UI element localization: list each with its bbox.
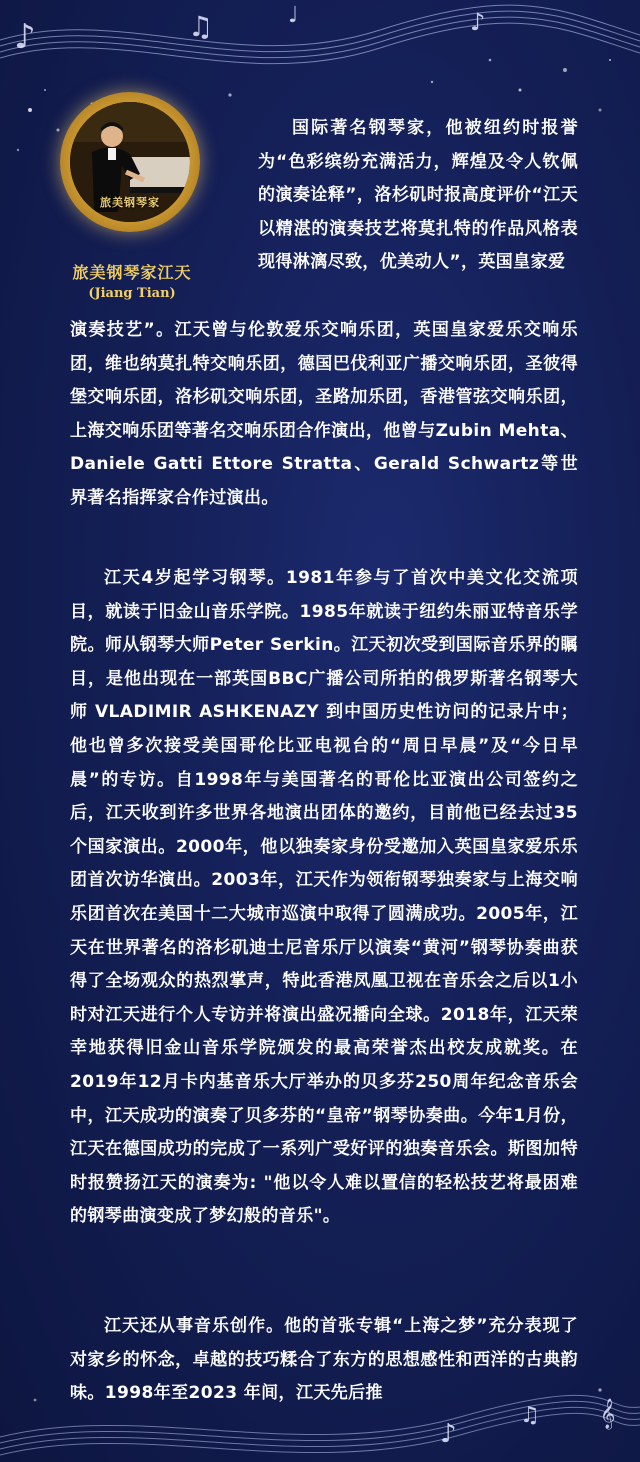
treble-clef-icon: 𝄞: [600, 1399, 616, 1429]
pianist-medallion: [60, 92, 200, 232]
pianist-name-english: (Jiang Tian): [88, 286, 176, 301]
portrait-caption: 旅美钢琴家: [100, 196, 160, 209]
music-staff-decoration-top: [0, 0, 640, 90]
music-note-icon: ♫: [188, 10, 214, 43]
bio-intro: 国际著名钢琴家，他被纽约时报誉为“色彩缤纷充满活力，辉煌及令人钦佩的演奏诠释”，洛杉矶时报高度评价“江天以精湛的演奏技艺将莫扎特的作品风格表现得淋漓尽致，优美动人”，英国皇家爱: [258, 118, 578, 273]
music-note-icon: ♪: [440, 1419, 457, 1449]
pianist-name-chinese: 旅美钢琴家江天: [72, 263, 192, 282]
music-note-icon: ♩: [288, 3, 299, 28]
pianist-portrait: [70, 102, 190, 222]
bio-paragraph-2: 江天4岁起学习钢琴。1981年参与了首次中美文化交流项目，就读于旧金山音乐学院。1985年就读于纽约朱丽亚特音乐学院。师从钢琴大师Peter Serkin。江天初次受到国际音乐界的瞩目，是他出现在一部英国BBC广播公司所拍的俄罗斯著名钢琴大师 VLADIMIR ASHKENAZY 到中国历史性访问的记录片中；他也曾多次接受美国哥伦比亚电视台的“周日早晨”及“今日早晨”的专访。自1998年与美国著名的哥伦比亚演出公司签约之后，江天收到许多世界各地演出团体的邀约，目前他已经去过35个国家演出。2000年，他以独奏家身份受邀加入英国皇家爱乐乐团首次访华演出。2003年，江天作为领衔钢琴独奏家与上海交响乐团首次在美国十二大城市巡演中取得了圆满成功。2005年，江天在世界著名的洛杉矶迪士尼音乐厅以演奏“黄河”钢琴协奏曲获得了全场观众的热烈掌声，特此香港凤凰卫视在音乐会之后以1小时对江天进行个人专访并将演出盛况播向全球。2018年，江天荣幸地获得旧金山音乐学院颁发的最高荣誉杰出校友成就奖。在2019年12月卡内基音乐大厅举办的贝多芬250周年纪念音乐会中，江天成功的演奏了贝多芬的“皇帝”钢琴协奏曲。今年1月份，江天在德国成功的完成了一系列广受好评的独奏音乐会。斯图加特时报赞扬江天的演奏为: "他以令人难以置信的轻松技艺将最困难的钢琴曲演变成了梦幻般的音乐"。: [70, 568, 578, 1227]
music-note-icon: ♪: [470, 8, 486, 36]
music-note-icon: ♫: [520, 1403, 540, 1428]
bio-paragraph-3: 江天还从事音乐创作。他的首张专辑“上海之梦”充分表现了对家乡的怀念，卓越的技巧糅合了东方的思想感性和西洋的古典韵味。1998年至2023 年间，江天先后推: [70, 1316, 578, 1404]
bio-intro-continued: 演奏技艺”。江天曾与伦敦爱乐交响乐团，英国皇家爱乐交响乐团，维也纳莫扎特交响乐团，德国巴伐利亚广播交响乐团，圣彼得堡交响乐团，洛杉矶交响乐团，圣路加乐团，香港管弦交响乐团，上海交响乐团等著名交响乐团合作演出，他曾与Zubin Mehta、Daniele Gatti Ettore Stratta、Gerald Schwartz等世界著名指挥家合作过演出。: [70, 320, 578, 508]
music-note-icon: ♪: [14, 17, 36, 57]
